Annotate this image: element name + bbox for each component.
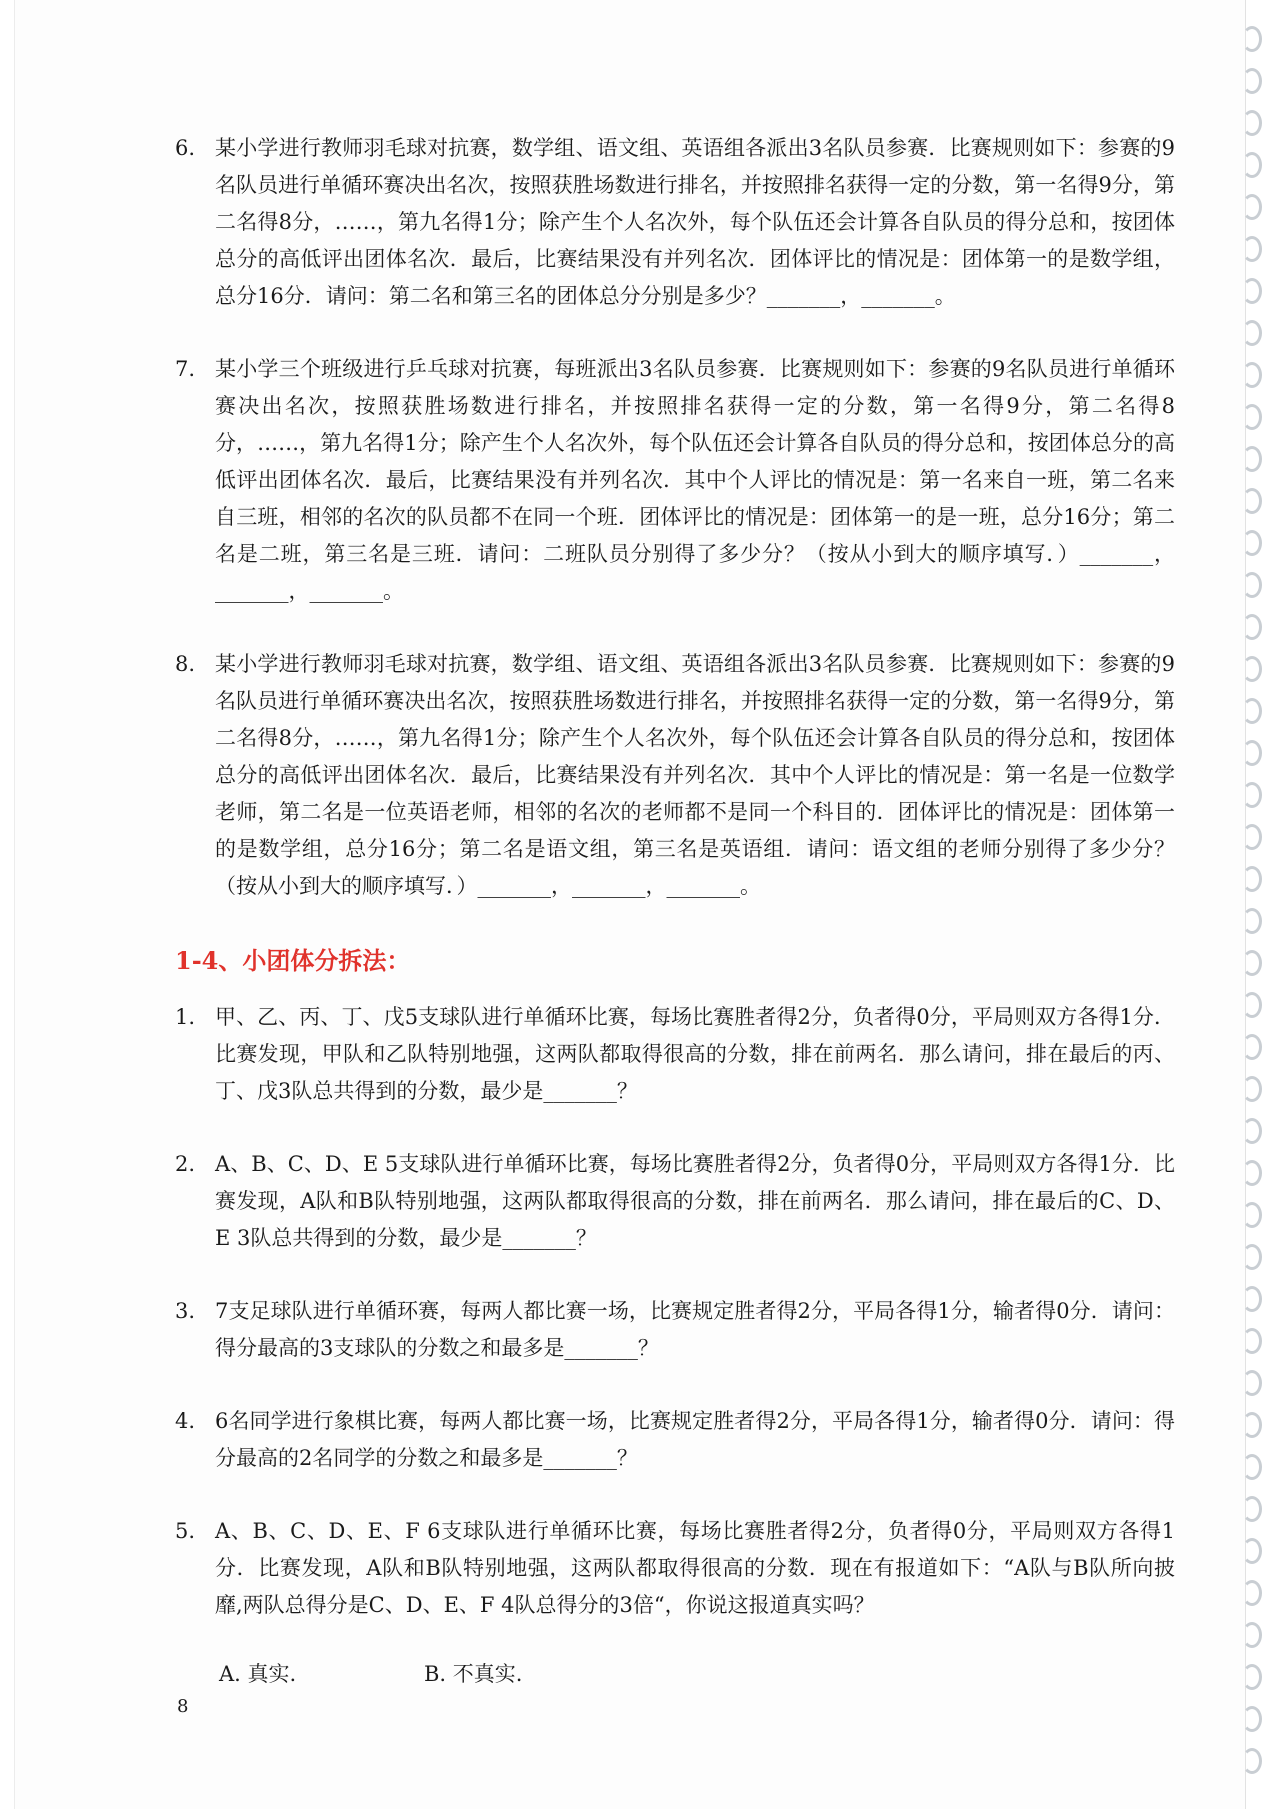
binder-ring-icon xyxy=(1242,1580,1262,1606)
problem-line: 甲、乙、丙、丁、戊5支球队进行单循环比赛，每场比赛胜者得2分，负者得0分，平局则双方各得1分．比赛发现，甲队和乙队特别地强，这两队都取得很高的分数，排在前两名．那么请问，排在最后的丙、丁、戊3队总共得到的分数，最少是_______？ xyxy=(215,1005,1175,1103)
binder-ring-icon xyxy=(1242,1328,1262,1354)
problem-text xyxy=(215,646,1175,905)
binder-ring-icon xyxy=(1242,320,1262,346)
binder-ring-icon xyxy=(1242,1076,1262,1102)
problem-line: 6名同学进行象棋比赛，每两人都比赛一场，比赛规定胜者得2分，平局各得1分，输者得0分．请问：得分最高的2名同学的分数之和最多是_______？ xyxy=(215,1409,1175,1470)
binder-ring-icon xyxy=(1242,656,1262,682)
binder-ring-icon xyxy=(1242,1118,1262,1144)
problem-8 xyxy=(175,646,1175,905)
binder-ring-icon xyxy=(1242,866,1262,892)
binder-ring-icon xyxy=(1242,992,1262,1018)
binder-ring-icon xyxy=(1242,1538,1262,1564)
binder-ring-icon xyxy=(1242,446,1262,472)
page-content xyxy=(175,130,1175,1693)
problem-line: A、B、C、D、E、F 6支球队进行单循环比赛，每场比赛胜者得2分，负者得0分，平局则双方各得1分．比赛发现，A队和B队特别地强，这两队都取得很高的分数．现在有报道如下：“A队与B队所向披靡,两队总得分是C、D、E、F 4队总得分的3倍“，你说这报道真实吗？ xyxy=(215,1519,1175,1617)
binder-ring-icon xyxy=(1242,614,1262,640)
document-page xyxy=(14,0,1246,1809)
binder-ring-icon xyxy=(1242,1748,1262,1774)
binder-ring-icon xyxy=(1242,1244,1262,1270)
problem-text xyxy=(215,130,1175,315)
binder-ring-icon xyxy=(1242,194,1262,220)
option-b[interactable]: B. 不真实. xyxy=(424,1662,523,1686)
binder-rings xyxy=(1234,26,1274,1796)
binder-ring-icon xyxy=(1242,1202,1262,1228)
problem-line: A、B、C、D、E 5支球队进行单循环比赛，每场比赛胜者得2分，负者得0分，平局则双方各得1分．比赛发现，A队和B队特别地强，这两队都取得很高的分数，排在前两名．那么请问，排在最后的C、D、E 3队总共得到的分数，最少是_______？ xyxy=(215,1152,1175,1250)
answer-options xyxy=(219,1656,1175,1693)
binder-ring-icon xyxy=(1242,1370,1262,1396)
section-problem-3 xyxy=(175,1293,1175,1367)
problem-text xyxy=(215,1293,1175,1367)
binder-ring-icon xyxy=(1242,110,1262,136)
binder-ring-icon xyxy=(1242,68,1262,94)
binder-ring-icon xyxy=(1242,488,1262,514)
problem-number: 8. xyxy=(175,652,196,676)
binder-ring-icon xyxy=(1242,1496,1262,1522)
binder-ring-icon xyxy=(1242,26,1262,52)
problem-number: 3. xyxy=(175,1299,196,1323)
problem-text xyxy=(215,1146,1175,1257)
problem-text xyxy=(215,351,1175,610)
problem-text xyxy=(215,999,1175,1110)
binder-ring-icon xyxy=(1242,1160,1262,1186)
page-number: 8 xyxy=(177,1696,189,1717)
binder-ring-icon xyxy=(1242,908,1262,934)
binder-ring-icon xyxy=(1242,1412,1262,1438)
binder-ring-icon xyxy=(1242,950,1262,976)
problem-number: 6. xyxy=(175,136,196,160)
binder-ring-icon xyxy=(1242,530,1262,556)
binder-ring-icon xyxy=(1242,740,1262,766)
section-problem-1 xyxy=(175,999,1175,1110)
problem-6 xyxy=(175,130,1175,315)
binder-ring-icon xyxy=(1242,362,1262,388)
binder-ring-icon xyxy=(1242,1034,1262,1060)
problem-number: 1. xyxy=(175,1005,196,1029)
problem-number: 7. xyxy=(175,357,196,381)
problem-line: 某小学三个班级进行乒乓球对抗赛，每班派出3名队员参赛．比赛规则如下：参赛的9名队员进行单循环赛决出名次，按照获胜场数进行排名，并按照排名获得一定的分数，第一名得9分，第二名得8分，……，第九名得1分；除产生个人名次外，每个队伍还会计算各自队员的得分总和，按团体总分的高低评出团体名次．最后，比赛结果没有并列名次．其中个人评比的情况是：第一名来自一班，第二名来自三班，相邻的名次的队员都不在同一个班．团体评比的情况是：团体第一的是一班，总分16分；第二名是二班，第三名是三班．请问：二班队员分别得了多少分？（按从小到大的顺序填写．）_______，_______，_______。 xyxy=(215,357,1175,603)
problem-number: 4. xyxy=(175,1409,196,1433)
problem-text xyxy=(215,1513,1175,1624)
problem-line: 7支足球队进行单循环赛，每两人都比赛一场，比赛规定胜者得2分，平局各得1分，输者得0分．请问：得分最高的3支球队的分数之和最多是_______？ xyxy=(215,1299,1175,1360)
option-a[interactable]: A. 真实. xyxy=(219,1662,297,1686)
binder-ring-icon xyxy=(1242,1706,1262,1732)
binder-ring-icon xyxy=(1242,278,1262,304)
section-title: 1-4、小团体分拆法： xyxy=(175,946,411,975)
problem-number: 2. xyxy=(175,1152,196,1176)
binder-ring-icon xyxy=(1242,1286,1262,1312)
binder-ring-icon xyxy=(1242,1664,1262,1690)
problem-7 xyxy=(175,351,1175,610)
binder-ring-icon xyxy=(1242,824,1262,850)
binder-ring-icon xyxy=(1242,698,1262,724)
binder-ring-icon xyxy=(1242,1454,1262,1480)
problem-line: 某小学进行教师羽毛球对抗赛，数学组、语文组、英语组各派出3名队员参赛．比赛规则如下：参赛的9名队员进行单循环赛决出名次，按照获胜场数进行排名，并按照排名获得一定的分数，第一名得9分，第二名得8分，……，第九名得1分；除产生个人名次外，每个队伍还会计算各自队员的得分总和，按团体总分的高低评出团体名次．最后，比赛结果没有并列名次．团体评比的情况是：团体第一的是数学组，总分16分．请问：第二名和第三名的团体总分分别是多少？_______，_______。 xyxy=(215,136,1175,308)
binder-ring-icon xyxy=(1242,152,1262,178)
problem-number: 5. xyxy=(175,1519,196,1543)
section-problem-5 xyxy=(175,1513,1175,1624)
binder-ring-icon xyxy=(1242,782,1262,808)
binder-ring-icon xyxy=(1242,236,1262,262)
section-problem-2 xyxy=(175,1146,1175,1257)
problem-text xyxy=(215,1403,1175,1477)
binder-ring-icon xyxy=(1242,1622,1262,1648)
binder-ring-icon xyxy=(1242,404,1262,430)
section-problem-4 xyxy=(175,1403,1175,1477)
binder-ring-icon xyxy=(1242,572,1262,598)
problem-line: 某小学进行教师羽毛球对抗赛，数学组、语文组、英语组各派出3名队员参赛．比赛规则如下：参赛的9名队员进行单循环赛决出名次，按照获胜场数进行排名，并按照排名获得一定的分数，第一名得9分，第二名得8分，……，第九名得1分；除产生个人名次外，每个队伍还会计算各自队员的得分总和，按团体总分的高低评出团体名次．最后，比赛结果没有并列名次．其中个人评比的情况是：第一名是一位数学老师，第二名是一位英语老师，相邻的名次的老师都不是同一个科目的．团体评比的情况是：团体第一的是数学组，总分16分；第二名是语文组，第三名是英语组．请问：语文组的老师分别得了多少分？（按从小到大的顺序填写．）_______，_______，_______。 xyxy=(215,652,1175,898)
